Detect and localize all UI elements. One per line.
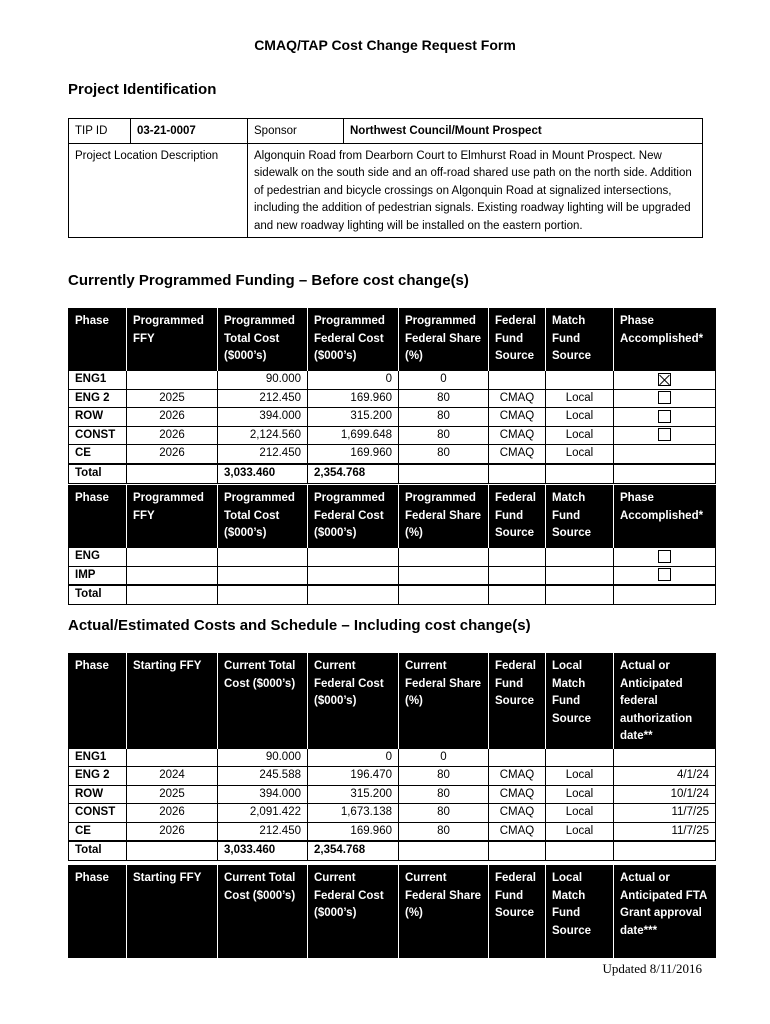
- programmed-transit-row: [69, 548, 716, 567]
- starting-ffy-cell: [127, 748, 218, 767]
- actual-header-row: [69, 654, 716, 749]
- match-fund-source-cell: Local: [546, 389, 614, 408]
- header-phase-accomplished: Phase Accomplished*: [614, 309, 716, 371]
- phase-accomplished-cell: [614, 426, 716, 445]
- section-heading-project-identification: Project Identification: [68, 81, 217, 98]
- authorization-date-cell: [614, 748, 716, 767]
- total-cost-sum: 3,033.460: [218, 841, 308, 861]
- header-programmed-federal-cost: Programmed Federal Cost ($000’s): [308, 309, 399, 371]
- header-phase-accomplished: Phase Accomplished*: [614, 486, 716, 548]
- ffy-cell: 2026: [127, 445, 218, 464]
- header-current-federal-share: Current Federal Share (%): [399, 866, 489, 958]
- local-match-fund-source-cell: Local: [546, 804, 614, 823]
- programmed-transit-total-row: [69, 585, 716, 605]
- phase-cell: ENG1: [69, 748, 127, 767]
- total-cost-cell: 212.450: [218, 445, 308, 464]
- actual-row: [69, 785, 716, 804]
- authorization-date-cell: 11/7/25: [614, 822, 716, 841]
- empty-cell: [127, 585, 218, 605]
- programmed-row: [69, 371, 716, 390]
- starting-ffy-cell: 2026: [127, 804, 218, 823]
- actual-transit-header-row: [69, 866, 716, 958]
- section-heading-actual-costs: Actual/Estimated Costs and Schedule – Including cost change(s): [68, 617, 531, 634]
- phase-cell: ROW: [69, 785, 127, 804]
- phase-accomplished-cell: [614, 389, 716, 408]
- total-cost-cell: 245.588: [218, 767, 308, 786]
- header-federal-fund-source: Federal Fund Source: [489, 654, 546, 749]
- empty-cell: [614, 585, 716, 605]
- local-match-fund-source-cell: Local: [546, 767, 614, 786]
- total-cost-cell: 90.000: [218, 371, 308, 390]
- header-current-federal-share: Current Federal Share (%): [399, 654, 489, 749]
- programmed-header-row: [69, 309, 716, 371]
- federal-cost-cell: 315.200: [308, 785, 399, 804]
- federal-share-cell: 80: [399, 408, 489, 427]
- federal-cost-cell: 169.960: [308, 822, 399, 841]
- match-fund-source-cell: Local: [546, 408, 614, 427]
- federal-fund-source-cell: [489, 371, 546, 390]
- programmed-funding-table: [68, 308, 716, 484]
- header-current-total-cost: Current Total Cost ($000’s): [218, 866, 308, 958]
- starting-ffy-cell: 2026: [127, 822, 218, 841]
- empty-cell: [218, 548, 308, 567]
- phase-cell: ENG: [69, 548, 127, 567]
- programmed-row: [69, 445, 716, 464]
- header-programmed-total-cost: Programmed Total Cost ($000’s): [218, 486, 308, 548]
- empty-cell: [489, 464, 546, 484]
- phase-accomplished-checkbox[interactable]: [658, 428, 671, 441]
- match-fund-source-cell: [546, 371, 614, 390]
- actual-row: [69, 822, 716, 841]
- total-cost-cell: 2,124.560: [218, 426, 308, 445]
- programmed-transit-header-row: [69, 486, 716, 548]
- federal-cost-cell: 196.470: [308, 767, 399, 786]
- phase-accomplished-checkbox[interactable]: [658, 568, 671, 581]
- header-federal-fund-source: Federal Fund Source: [489, 486, 546, 548]
- empty-cell: [546, 585, 614, 605]
- federal-share-cell: 80: [399, 389, 489, 408]
- empty-cell: [127, 548, 218, 567]
- actual-row: [69, 767, 716, 786]
- federal-cost-sum: 2,354.768: [308, 841, 399, 861]
- empty-cell: [489, 548, 546, 567]
- header-programmed-total-cost: Programmed Total Cost ($000’s): [218, 309, 308, 371]
- match-fund-source-cell: Local: [546, 426, 614, 445]
- location-label: Project Location Description: [69, 143, 248, 238]
- programmed-row: [69, 408, 716, 427]
- programmed-funding-transit-table: [68, 485, 716, 605]
- programmed-row: [69, 389, 716, 408]
- empty-cell: [308, 548, 399, 567]
- header-programmed-federal-share: Programmed Federal Share (%): [399, 486, 489, 548]
- header-fta-grant-approval-date: Actual or Anticipated FTA Grant approval date***: [614, 866, 716, 958]
- header-starting-ffy: Starting FFY: [127, 866, 218, 958]
- header-current-federal-cost: Current Federal Cost ($000’s): [308, 866, 399, 958]
- header-programmed-federal-cost: Programmed Federal Cost ($000’s): [308, 486, 399, 548]
- header-starting-ffy: Starting FFY: [127, 654, 218, 749]
- tip-id-label: TIP ID: [69, 119, 131, 144]
- federal-fund-source-cell: CMAQ: [489, 785, 546, 804]
- federal-share-cell: 80: [399, 445, 489, 464]
- header-local-match-fund-source: Local Match Fund Source: [546, 866, 614, 958]
- total-cost-cell: 90.000: [218, 748, 308, 767]
- header-current-total-cost: Current Total Cost ($000’s): [218, 654, 308, 749]
- header-phase: Phase: [69, 486, 127, 548]
- total-cost-cell: 394.000: [218, 785, 308, 804]
- ffy-cell: [127, 371, 218, 390]
- empty-cell: [546, 464, 614, 484]
- phase-accomplished-checkbox[interactable]: [658, 550, 671, 563]
- header-federal-fund-source: Federal Fund Source: [489, 866, 546, 958]
- empty-cell: [399, 464, 489, 484]
- header-programmed-ffy: Programmed FFY: [127, 486, 218, 548]
- federal-share-cell: 80: [399, 785, 489, 804]
- federal-cost-cell: 169.960: [308, 445, 399, 464]
- empty-cell: [218, 566, 308, 585]
- local-match-fund-source-cell: Local: [546, 785, 614, 804]
- empty-cell: [399, 548, 489, 567]
- empty-cell: [546, 841, 614, 861]
- actual-row: [69, 748, 716, 767]
- empty-cell: [489, 841, 546, 861]
- ffy-cell: 2026: [127, 408, 218, 427]
- phase-cell: CONST: [69, 804, 127, 823]
- empty-cell: [399, 585, 489, 605]
- empty-cell: [399, 566, 489, 585]
- programmed-transit-row: [69, 566, 716, 585]
- federal-share-cell: 80: [399, 822, 489, 841]
- federal-fund-source-cell: CMAQ: [489, 389, 546, 408]
- phase-cell: CE: [69, 445, 127, 464]
- phase-cell: CONST: [69, 426, 127, 445]
- phase-cell: ENG 2: [69, 389, 127, 408]
- total-label: Total: [69, 585, 127, 605]
- section-heading-programmed-funding: Currently Programmed Funding – Before cost change(s): [68, 272, 469, 289]
- sponsor-label: Sponsor: [248, 119, 344, 144]
- federal-fund-source-cell: CMAQ: [489, 767, 546, 786]
- actual-costs-transit-table: [68, 865, 716, 958]
- federal-share-cell: 80: [399, 426, 489, 445]
- local-match-fund-source-cell: Local: [546, 822, 614, 841]
- phase-accomplished-checkbox[interactable]: [658, 391, 671, 404]
- federal-share-cell: 80: [399, 767, 489, 786]
- programmed-row: [69, 426, 716, 445]
- empty-cell: [127, 566, 218, 585]
- federal-cost-sum: 2,354.768: [308, 464, 399, 484]
- federal-fund-source-cell: CMAQ: [489, 426, 546, 445]
- federal-cost-cell: 169.960: [308, 389, 399, 408]
- federal-cost-cell: 1,699.648: [308, 426, 399, 445]
- updated-date: Updated 8/11/2016: [602, 961, 702, 976]
- federal-cost-cell: 315.200: [308, 408, 399, 427]
- total-cost-cell: 2,091.422: [218, 804, 308, 823]
- header-match-fund-source: Match Fund Source: [546, 486, 614, 548]
- local-match-fund-source-cell: [546, 748, 614, 767]
- empty-cell: [614, 841, 716, 861]
- federal-fund-source-cell: CMAQ: [489, 445, 546, 464]
- actual-row: [69, 804, 716, 823]
- programmed-total-row: [69, 464, 716, 484]
- header-phase: Phase: [69, 309, 127, 371]
- federal-cost-cell: 0: [308, 371, 399, 390]
- federal-fund-source-cell: CMAQ: [489, 804, 546, 823]
- total-cost-cell: 212.450: [218, 389, 308, 408]
- phase-accomplished-checkbox[interactable]: [658, 373, 671, 386]
- empty-cell: [308, 566, 399, 585]
- header-federal-fund-source: Federal Fund Source: [489, 309, 546, 371]
- phase-cell: IMP: [69, 566, 127, 585]
- empty-cell: [308, 585, 399, 605]
- header-programmed-ffy: Programmed FFY: [127, 309, 218, 371]
- ffy-cell: 2026: [127, 426, 218, 445]
- total-label: Total: [69, 464, 127, 484]
- tip-id-value: 03-21-0007: [131, 119, 248, 144]
- starting-ffy-cell: 2025: [127, 785, 218, 804]
- authorization-date-cell: 10/1/24: [614, 785, 716, 804]
- empty-cell: [489, 585, 546, 605]
- federal-cost-cell: 0: [308, 748, 399, 767]
- project-identification-table: [68, 118, 703, 238]
- location-description: Algonquin Road from Dearborn Court to Elmhurst Road in Mount Prospect. New sidewalk on the south side and an off-road shared use path on the north side. Addition of pedestrian and bicycle crossings on Algonquin Road at signalized intersections, including the addition of pedestrian signals. Existing roadway lighting will be upgraded and new roadway lighting will be installed on the eastern portion.: [248, 143, 703, 238]
- actual-total-row: [69, 841, 716, 861]
- empty-cell: [127, 464, 218, 484]
- federal-fund-source-cell: CMAQ: [489, 408, 546, 427]
- empty-cell: [546, 566, 614, 585]
- empty-cell: [489, 566, 546, 585]
- authorization-date-cell: 4/1/24: [614, 767, 716, 786]
- empty-cell: [546, 548, 614, 567]
- phase-cell: ROW: [69, 408, 127, 427]
- federal-cost-cell: 1,673.138: [308, 804, 399, 823]
- header-local-match-fund-source: Local Match Fund Source: [546, 654, 614, 749]
- header-authorization-date: Actual or Anticipated federal authorization date**: [614, 654, 716, 749]
- sponsor-value: Northwest Council/Mount Prospect: [344, 119, 703, 144]
- match-fund-source-cell: Local: [546, 445, 614, 464]
- total-label: Total: [69, 841, 127, 861]
- total-cost-sum: 3,033.460: [218, 464, 308, 484]
- total-cost-cell: 394.000: [218, 408, 308, 427]
- federal-share-cell: 80: [399, 804, 489, 823]
- actual-costs-table: [68, 653, 716, 861]
- phase-cell: CE: [69, 822, 127, 841]
- empty-cell: [127, 841, 218, 861]
- phase-accomplished-cell: [614, 566, 716, 585]
- federal-share-cell: 0: [399, 371, 489, 390]
- federal-fund-source-cell: CMAQ: [489, 822, 546, 841]
- header-programmed-federal-share: Programmed Federal Share (%): [399, 309, 489, 371]
- empty-cell: [614, 464, 716, 484]
- federal-fund-source-cell: [489, 748, 546, 767]
- phase-accomplished-cell: [614, 371, 716, 390]
- empty-cell: [399, 841, 489, 861]
- phase-accomplished-cell: [614, 408, 716, 427]
- header-current-federal-cost: Current Federal Cost ($000’s): [308, 654, 399, 749]
- form-title: CMAQ/TAP Cost Change Request Form: [254, 37, 516, 53]
- header-phase: Phase: [69, 866, 127, 958]
- total-cost-cell: 212.450: [218, 822, 308, 841]
- phase-cell: ENG1: [69, 371, 127, 390]
- federal-share-cell: 0: [399, 748, 489, 767]
- phase-accomplished-cell: [614, 548, 716, 567]
- authorization-date-cell: 11/7/25: [614, 804, 716, 823]
- ffy-cell: 2025: [127, 389, 218, 408]
- header-phase: Phase: [69, 654, 127, 749]
- header-match-fund-source: Match Fund Source: [546, 309, 614, 371]
- empty-cell: [218, 585, 308, 605]
- phase-accomplished-checkbox[interactable]: [658, 410, 671, 423]
- phase-cell: ENG 2: [69, 767, 127, 786]
- phase-accomplished-cell: [614, 445, 716, 464]
- starting-ffy-cell: 2024: [127, 767, 218, 786]
